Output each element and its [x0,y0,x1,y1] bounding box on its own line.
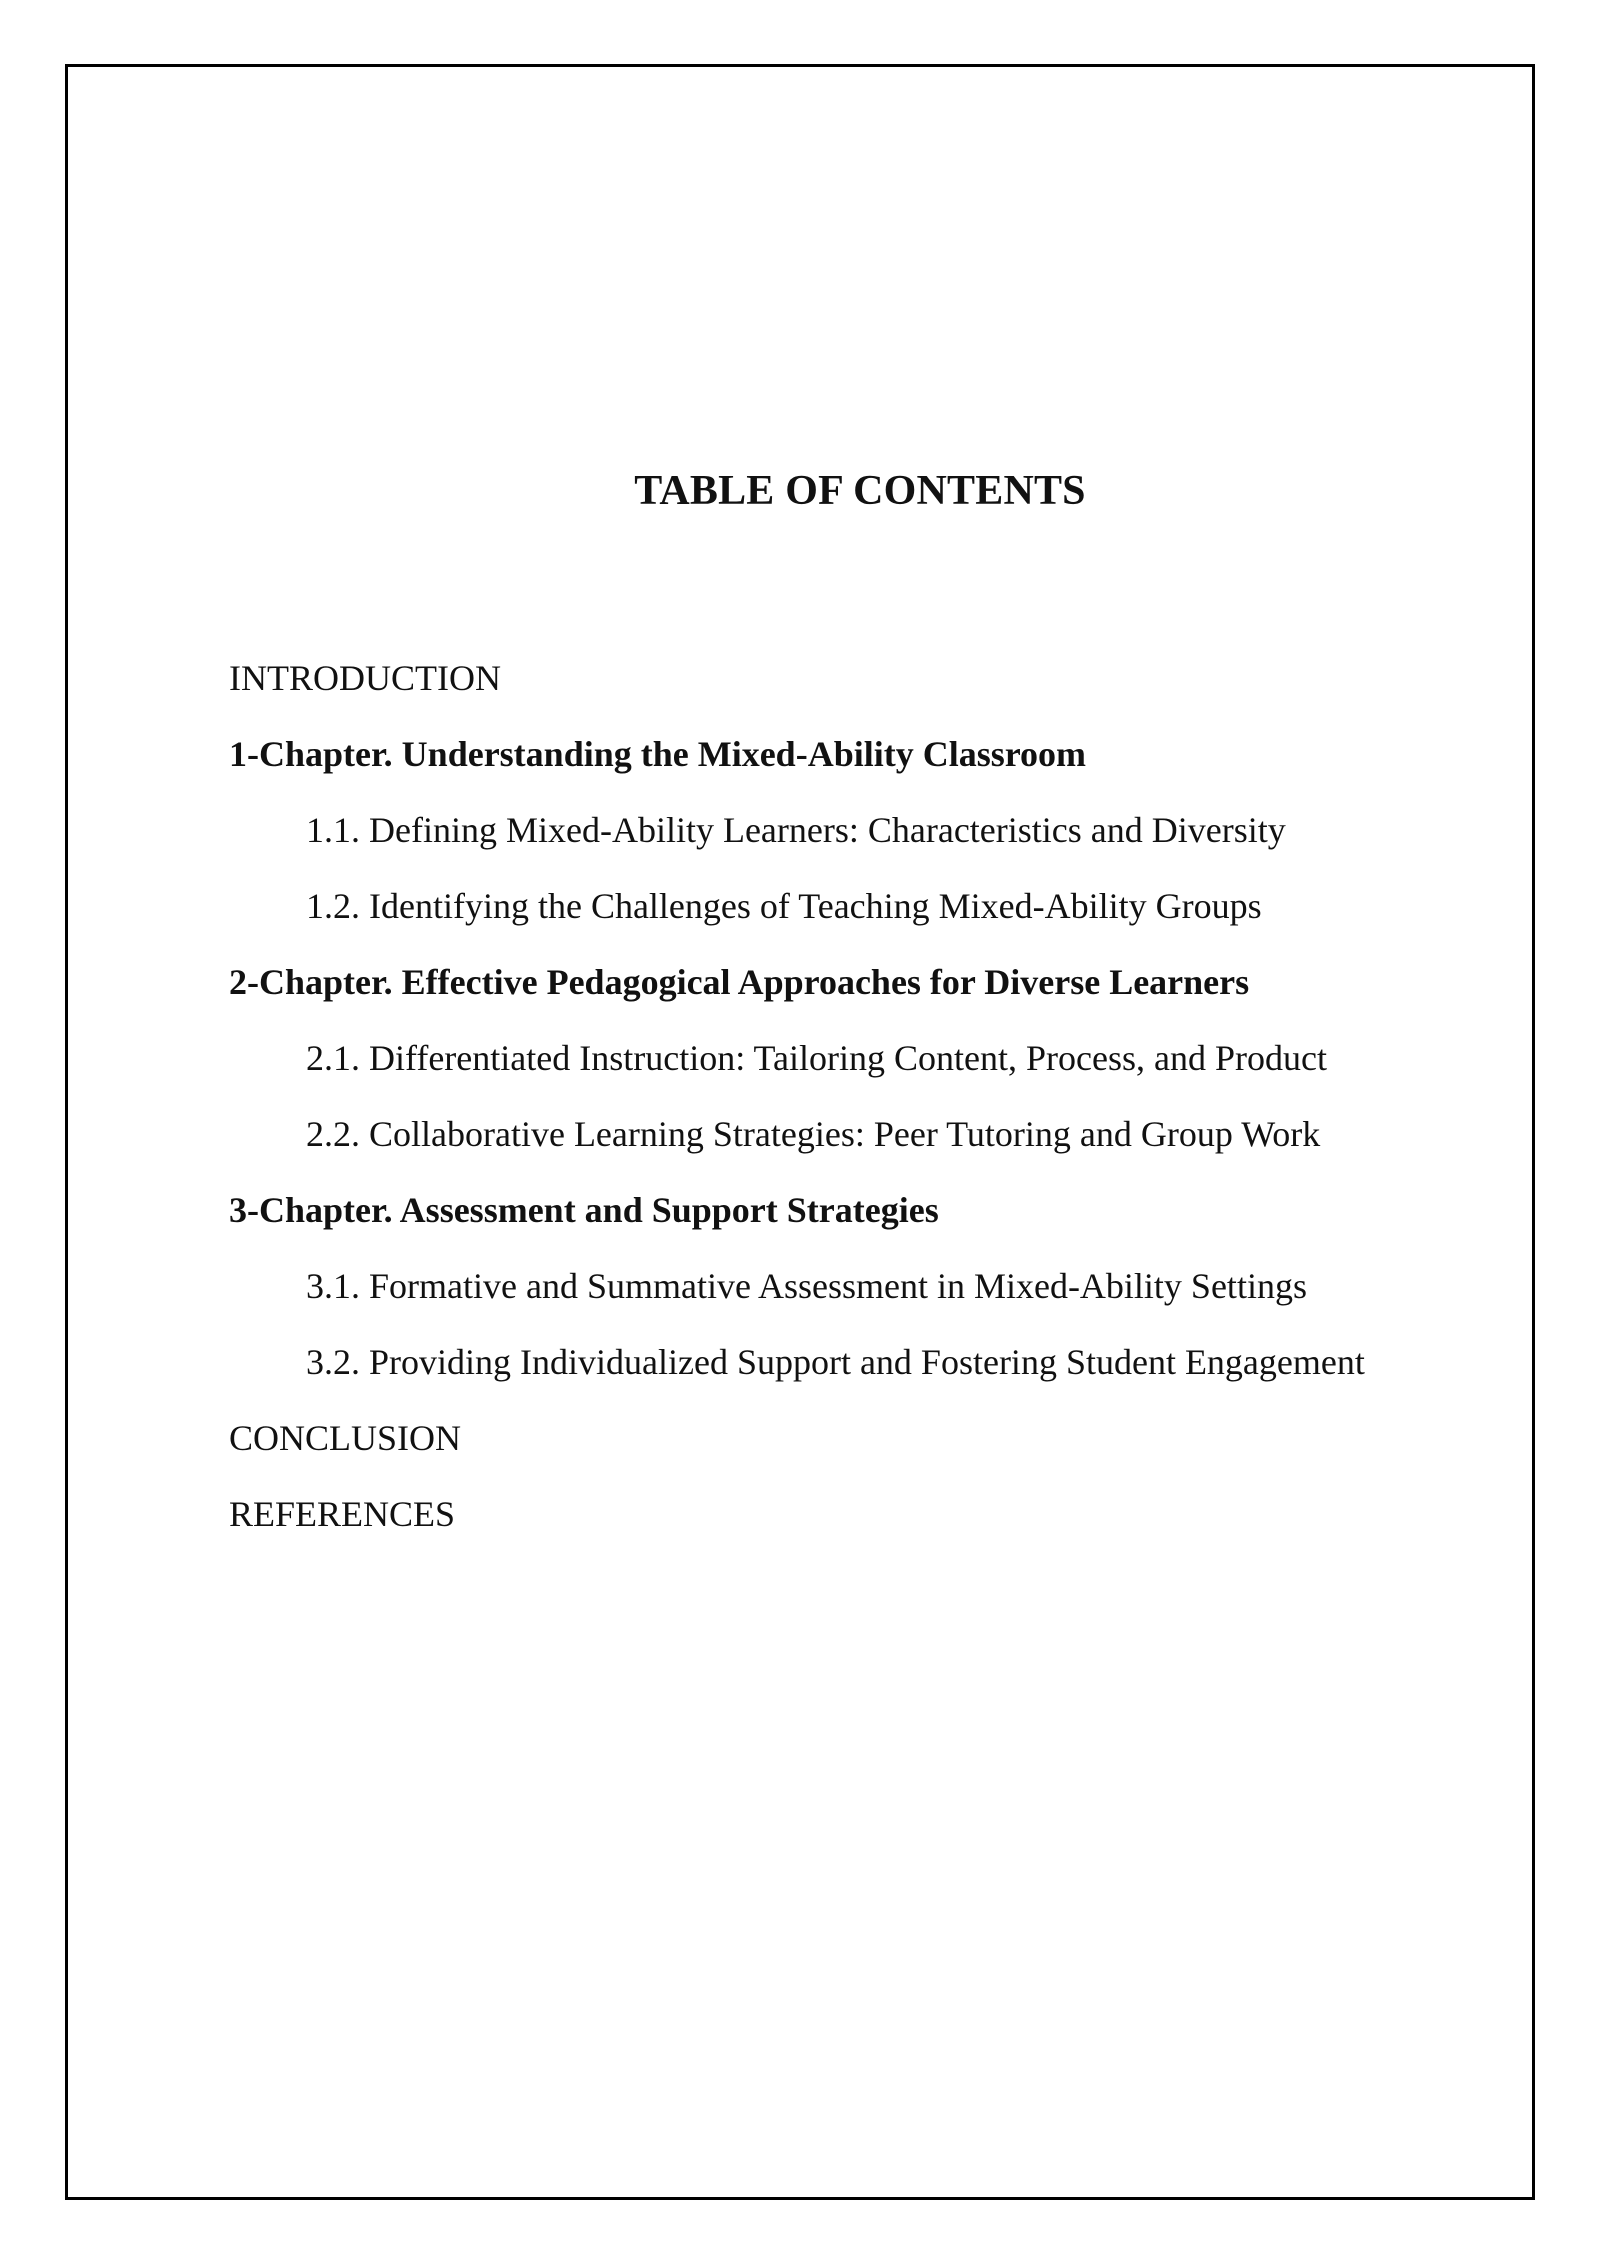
page-title: TABLE OF CONTENTS [634,468,1086,514]
toc-entry-references: REFERENCES [229,1494,456,1534]
toc-entry-introduction: INTRODUCTION [229,658,501,698]
toc-entry-conclusion: CONCLUSION [229,1418,462,1458]
toc-entry-chapter-3: 3-Chapter. Assessment and Support Strategies [229,1190,939,1230]
toc-entry-section-2-1: 2.1. Differentiated Instruction: Tailoring Content, Process, and Product [306,1038,1327,1078]
toc-entry-section-1-1: 1.1. Defining Mixed-Ability Learners: Characteristics and Diversity [306,810,1286,850]
toc-entry-section-1-2: 1.2. Identifying the Challenges of Teaching Mixed-Ability Groups [306,886,1262,926]
toc-entry-chapter-1: 1-Chapter. Understanding the Mixed-Ability Classroom [229,734,1087,774]
toc-entry-section-3-1: 3.1. Formative and Summative Assessment in Mixed-Ability Settings [306,1266,1307,1306]
toc-entry-section-3-2: 3.2. Providing Individualized Support and Fostering Student Engagement [306,1342,1365,1382]
toc-entry-section-2-2: 2.2. Collaborative Learning Strategies: Peer Tutoring and Group Work [306,1114,1321,1154]
toc-entry-chapter-2: 2-Chapter. Effective Pedagogical Approaches for Diverse Learners [229,962,1250,1002]
toc-list [229,640,1365,1552]
